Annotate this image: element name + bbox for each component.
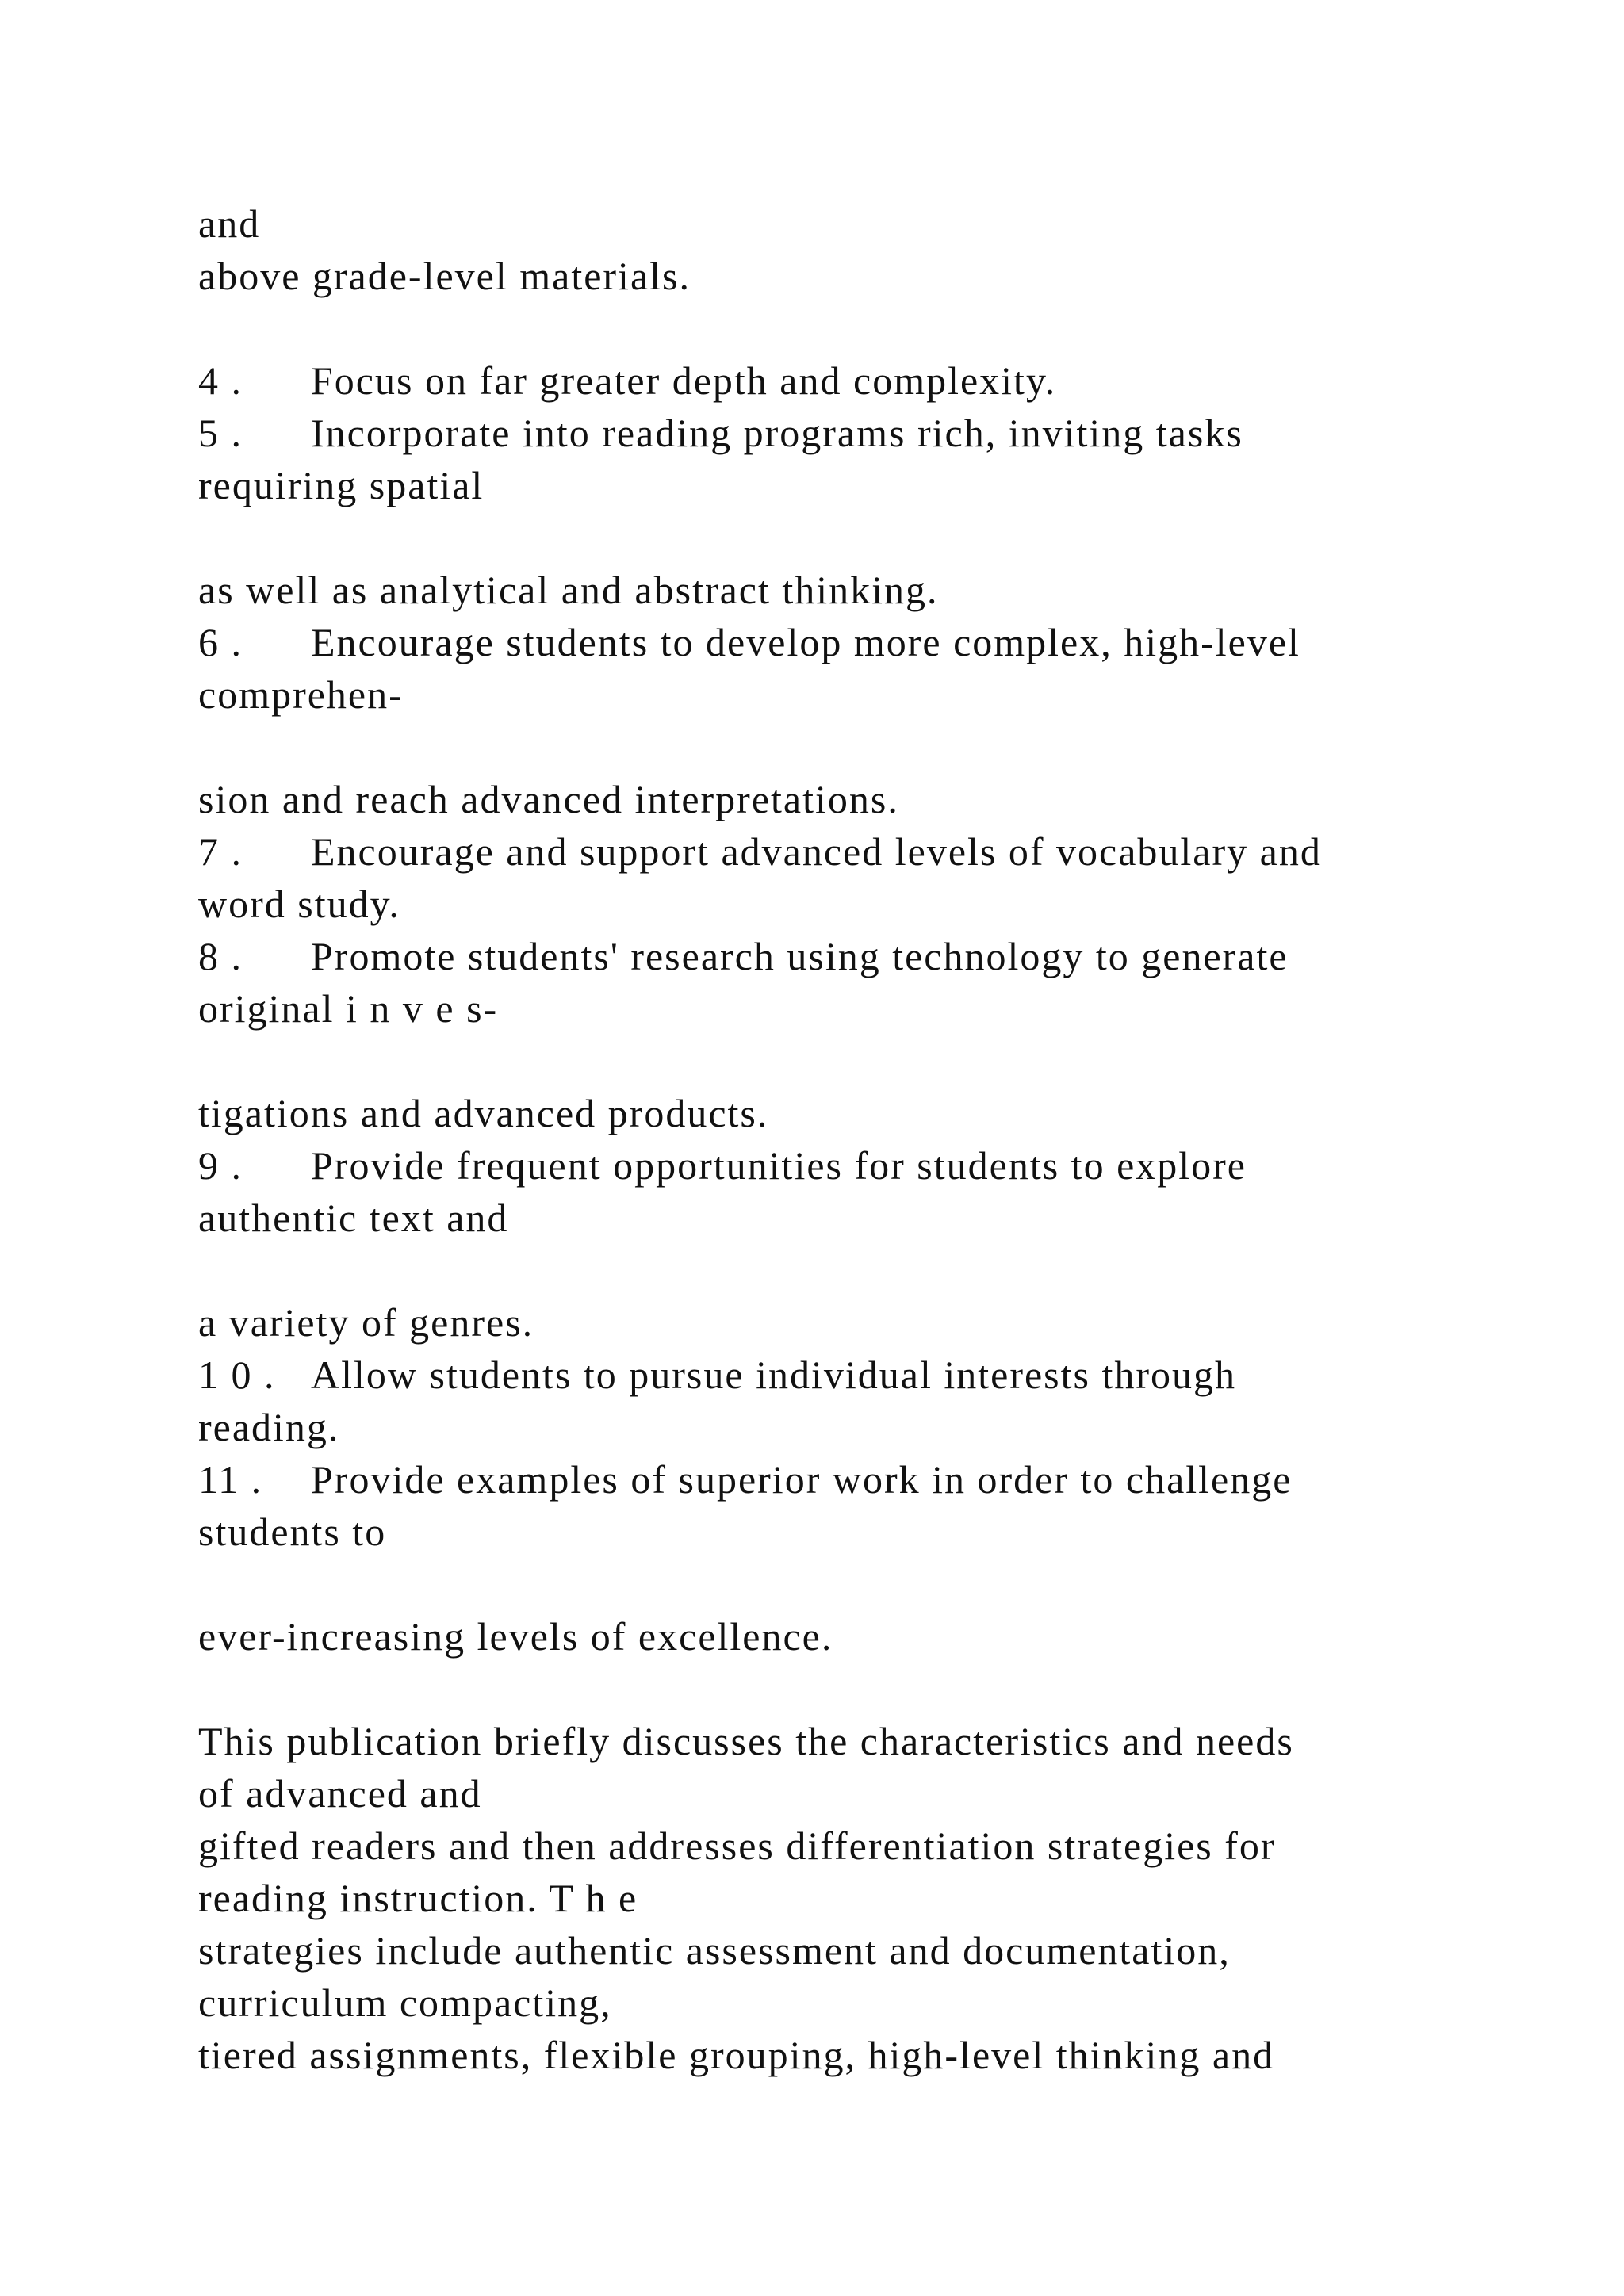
paragraph-line: curriculum compacting,	[198, 1980, 612, 2025]
list-item-text: Allow students to pursue individual interests through	[311, 1353, 1237, 1397]
list-item-text: Provide examples of superior work in order to challenge	[311, 1457, 1293, 1502]
list-item-text: Encourage and support advanced levels of vocabulary and	[311, 829, 1322, 874]
list-number: 7 .	[198, 829, 243, 874]
list-number: 11 .	[198, 1457, 263, 1502]
list-number: 1 0 .	[198, 1353, 276, 1397]
list-item-7	[198, 828, 1322, 875]
list-item-text: Promote students' research using technology to generate	[311, 934, 1289, 978]
list-number: 8 .	[198, 934, 243, 978]
paragraph-line: reading instruction. T h e	[198, 1876, 638, 1920]
text-line: sion and reach advanced interpretations.	[198, 777, 899, 821]
text-line: tigations and advanced products.	[198, 1091, 769, 1135]
text-line: as well as analytical and abstract thinking.	[198, 568, 939, 612]
list-item-4	[198, 357, 1056, 404]
list-item-text: Encourage students to develop more complex, high-level	[311, 620, 1300, 664]
list-item-9	[198, 1142, 1247, 1189]
list-number: 9 .	[198, 1143, 243, 1188]
paragraph-line: gifted readers and then addresses differentiation strategies for	[198, 1823, 1276, 1868]
list-item-10	[198, 1351, 1236, 1399]
list-number: 4 .	[198, 358, 243, 403]
text-line: comprehen-	[198, 672, 404, 717]
list-number: 5 .	[198, 411, 243, 455]
list-item-text: Focus on far greater depth and complexity.	[311, 358, 1057, 403]
text-line: requiring spatial	[198, 463, 485, 507]
text-line: authentic text and	[198, 1196, 509, 1240]
paragraph-line: strategies include authentic assessment and documentation,	[198, 1928, 1231, 1973]
text-line: ever-increasing levels of excellence.	[198, 1614, 833, 1659]
list-item-11	[198, 1456, 1292, 1503]
list-number: 6 .	[198, 620, 243, 664]
text-line: reading.	[198, 1405, 340, 1449]
list-item-text: Incorporate into reading programs rich, inviting tasks	[311, 411, 1243, 455]
text-line: students to	[198, 1510, 387, 1554]
text-line: word study.	[198, 882, 400, 926]
paragraph-line: of advanced and	[198, 1771, 482, 1816]
paragraph-line: This publication briefly discusses the characteristics and needs	[198, 1719, 1294, 1763]
text-line: original i n v e s-	[198, 986, 499, 1031]
list-item-6	[198, 618, 1300, 666]
list-item-5	[198, 409, 1243, 457]
paragraph-line: tiered assignments, flexible grouping, high-level thinking and	[198, 2033, 1275, 2077]
list-item-8	[198, 932, 1289, 980]
text-line: a variety of genres.	[198, 1300, 534, 1345]
text-line: above grade-level materials.	[198, 254, 691, 298]
list-item-text: Provide frequent opportunities for students to explore	[311, 1143, 1247, 1188]
text-line: and	[198, 201, 261, 246]
